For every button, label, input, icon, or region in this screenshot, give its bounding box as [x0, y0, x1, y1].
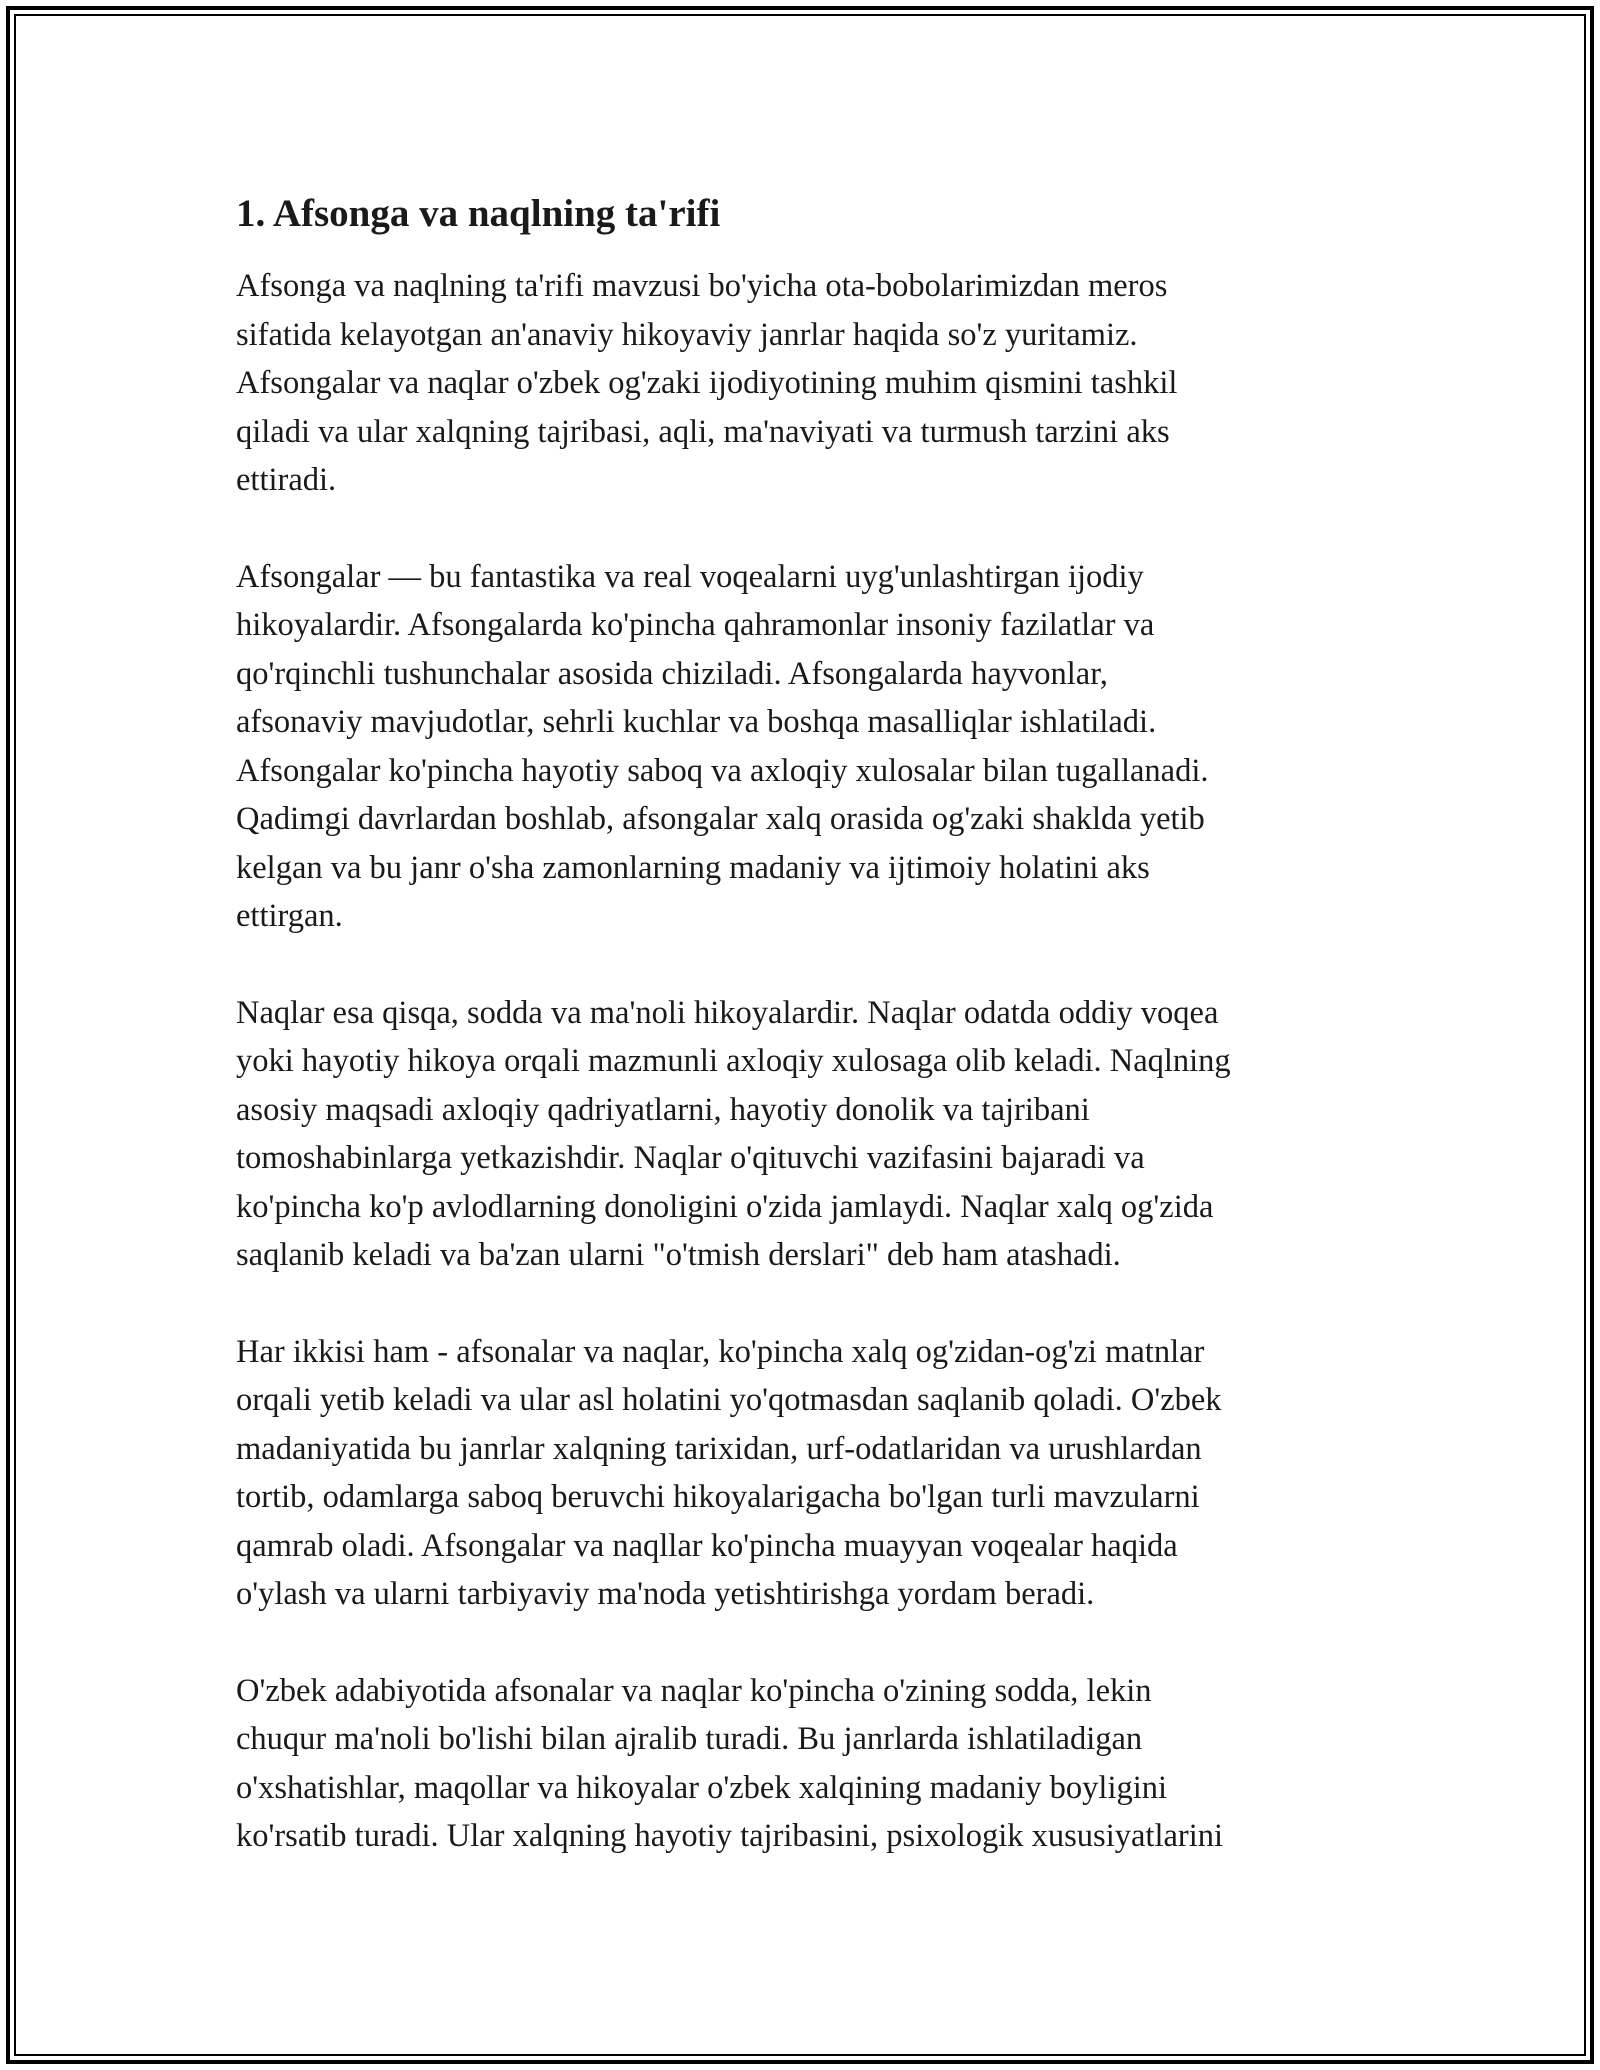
- document-body: [236, 188, 1366, 1909]
- section-title: 1. Afsonga va naqlning ta'rifi: [236, 192, 721, 235]
- paragraph-adabiyot: O'zbek adabiyotida afsonalar va naqlar ko'pincha o'zining sodda, lekin chuqur ma'noli bo'lishi bilan ajralib turadi. Bu janrlarda ishlatiladigan o'xshatishlar, maqollar va hikoyalar o'zbek xalqining madaniy boyligini ko'rsatib turadi. Ular xalqning hayotiy tajribasini, psixologik xususiyatlarini: [236, 1672, 1224, 1854]
- paragraph-har-ikkisi: Har ikkisi ham - afsonalar va naqlar, ko'pincha xalq og'zidan-og'zi matnlar orqali yetib keladi va ular asl holatini yo'qotmasdan saqlanib qoladi. O'zbek madaniyatida bu janrlar xalqning tarixidan, urf-odatlaridan va urushlardan tortib, odamlarga saboq beruvchi hikoyalarigacha bo'lgan turli mavzularni qamrab oladi. Afsongalar va naqllar ko'pincha muayyan voqealar haqida o'ylash va ularni tarbiyaviy ma'noda yetishtirishga yordam beradi.: [236, 1333, 1222, 1612]
- paragraph-intro: Afsonga va naqlning ta'rifi mavzusi bo'yicha ota-bobolarimizdan meros sifatida kelayotgan an'anaviy hikoyaviy janrlar haqida so'z yuritamiz. Afsongalar va naqlar o'zbek og'zaki ijodiyotining muhim qismini tashkil qiladi va ular xalqning tajribasi, aqli, ma'naviyati va turmush tarzini aks ettiradi.: [236, 268, 1178, 498]
- paragraph-afsongalar: Afsongalar — bu fantastika va real voqealarni uyg'unlashtirgan ijodiy hikoyalardir. Afsongalarda ko'pincha qahramonlar insoniy fazilatlar va qo'rqinchli tushunchalar asosida chiziladi. Afsongalarda hayvonlar, afsonaviy mavjudotlar, sehrli kuchlar va boshqa masalliqlar ishlatiladi. Afsongalar ko'pincha hayotiy saboq va axloqiy xulosalar bilan tugallanadi. Qadimgi davrlardan boshlab, afsongalar xalq orasida og'zaki shaklda yetib kelgan va bu janr o'sha zamonlarning madaniy va ijtimoiy holatini aks ettirgan.: [236, 558, 1209, 934]
- paragraph-naqlar: Naqlar esa qisqa, sodda va ma'noli hikoyalardir. Naqlar odatda oddiy voqea yoki hayotiy hikoya orqali mazmunli axloqiy xulosaga olib keladi. Naqlning asosiy maqsadi axloqiy qadriyatlarni, hayotiy donolik va tajribani tomoshabinlarga yetkazishdir. Naqlar o'qituvchi vazifasini bajaradi va ko'pincha ko'p avlodlarning donoligini o'zida jamlaydi. Naqlar xalq og'zida saqlanib keladi va ba'zan ularni "o'tmish derslari" deb ham atashadi.: [236, 994, 1231, 1273]
